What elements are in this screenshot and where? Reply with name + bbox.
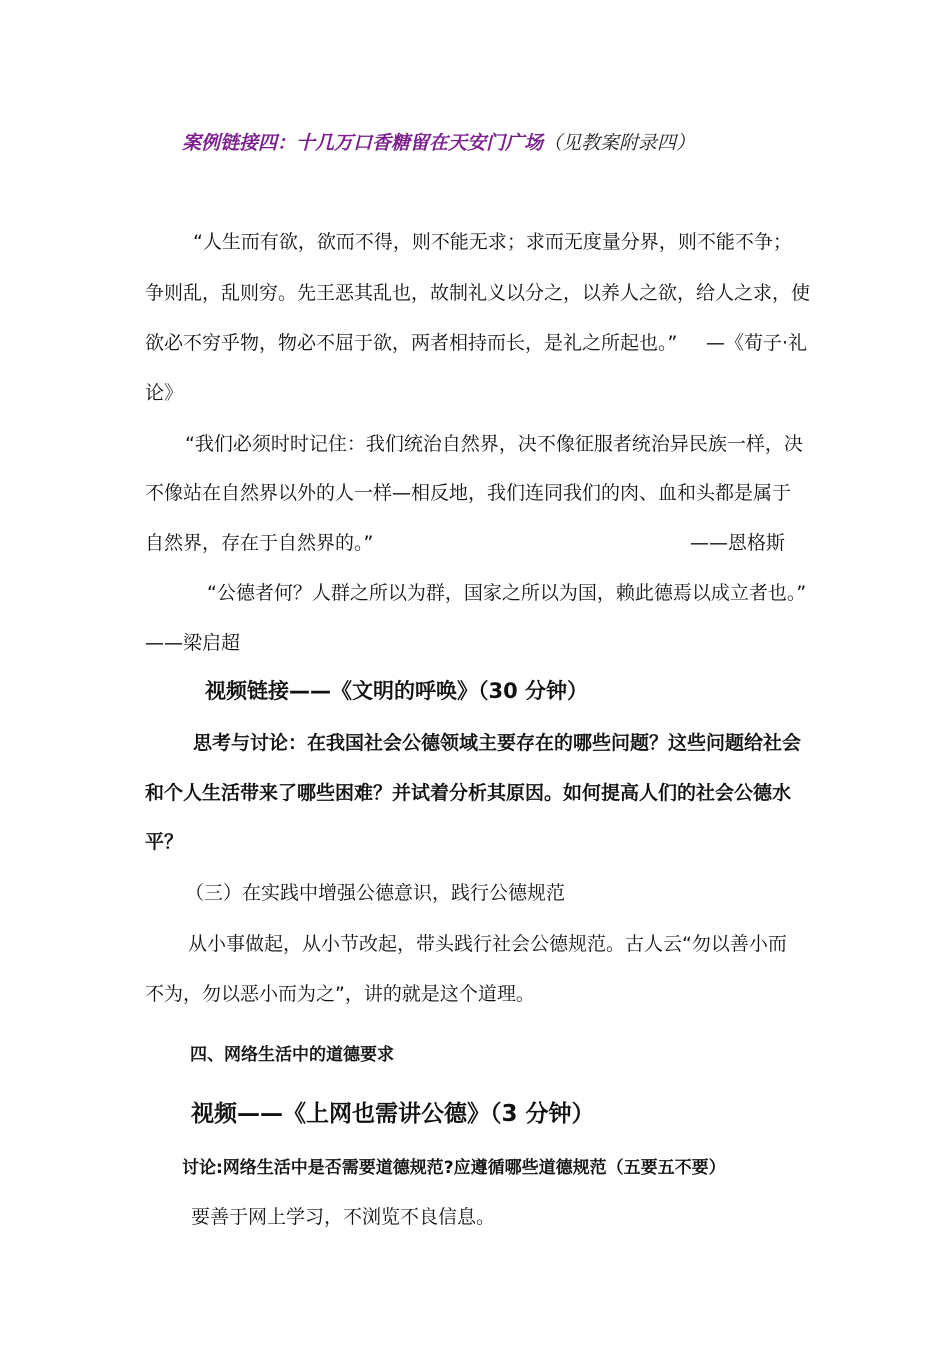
section3-line-2: 不为，勿以恶小而为之”，讲的就是这个道理。: [145, 983, 535, 1005]
case-link-line: [182, 131, 695, 155]
section3-line-1: 从小事做起，从小节改起，带头践行社会公德规范。古人云“勿以善小而: [188, 933, 787, 955]
case-link-title: 案例链接四：十几万口香糖留在天安门广场: [182, 132, 544, 154]
video2-title: 视频——《上网也需讲公德》（3 分钟）: [191, 1101, 595, 1127]
discussion2-text: 讨论:网络生活中是否需要道德规范?应遵循哪些道德规范（五要五不要）: [182, 1158, 726, 1178]
discussion1-line-1: 思考与讨论：在我国社会公德领域主要存在的哪些问题？这些问题给社会: [193, 732, 802, 754]
engels-quote-line-1: “我们必须时时记住：我们统治自然界，决不像征服者统治异民族一样，决: [185, 433, 803, 455]
discussion1-line-3: 平？: [145, 831, 184, 853]
engels-quote-line-3: 自然界，存在于自然界的。”: [145, 532, 374, 554]
section3-heading: （三）在实践中增强公德意识，践行公德规范: [185, 882, 566, 904]
engels-quote-line-2: 不像站在自然界以外的人一样—相反地，我们连同我们的肉、血和头都是属于: [145, 482, 792, 504]
video1-title: 视频链接——《文明的呼唤》（30 分钟）: [205, 679, 589, 703]
xunzi-source-a: —《荀子·礼: [706, 332, 808, 354]
liang-source: ——梁启超: [145, 632, 241, 654]
xunzi-quote-line-2: 争则乱，乱则穷。先王恶其乱也，故制礼义以分之，以养人之欲，给人之求，使: [145, 282, 811, 304]
last-line-text: 要善于网上学习，不浏览不良信息。: [191, 1206, 496, 1228]
xunzi-quote-line-3: 欲必不穷乎物，物必不屈于欲，两者相持而长，是礼之所起也。”: [145, 332, 678, 354]
xunzi-quote-line-1: “人生而有欲，欲而不得，则不能无求；求而无度量分界，则不能不争；: [193, 231, 792, 253]
case-link-note: （见教案附录四）: [543, 132, 696, 154]
engels-source: ——恩格斯: [690, 532, 786, 554]
xunzi-source-b: 论》: [145, 382, 184, 404]
liang-quote-line-1: “公德者何？人群之所以为群，国家之所以为国，赖此德焉以成立者也。”: [207, 582, 807, 604]
section4-heading: 四、网络生活中的道德要求: [190, 1045, 394, 1065]
discussion1-line-2: 和个人生活带来了哪些困难？并试着分析其原因。如何提高人们的社会公德水: [145, 782, 792, 804]
